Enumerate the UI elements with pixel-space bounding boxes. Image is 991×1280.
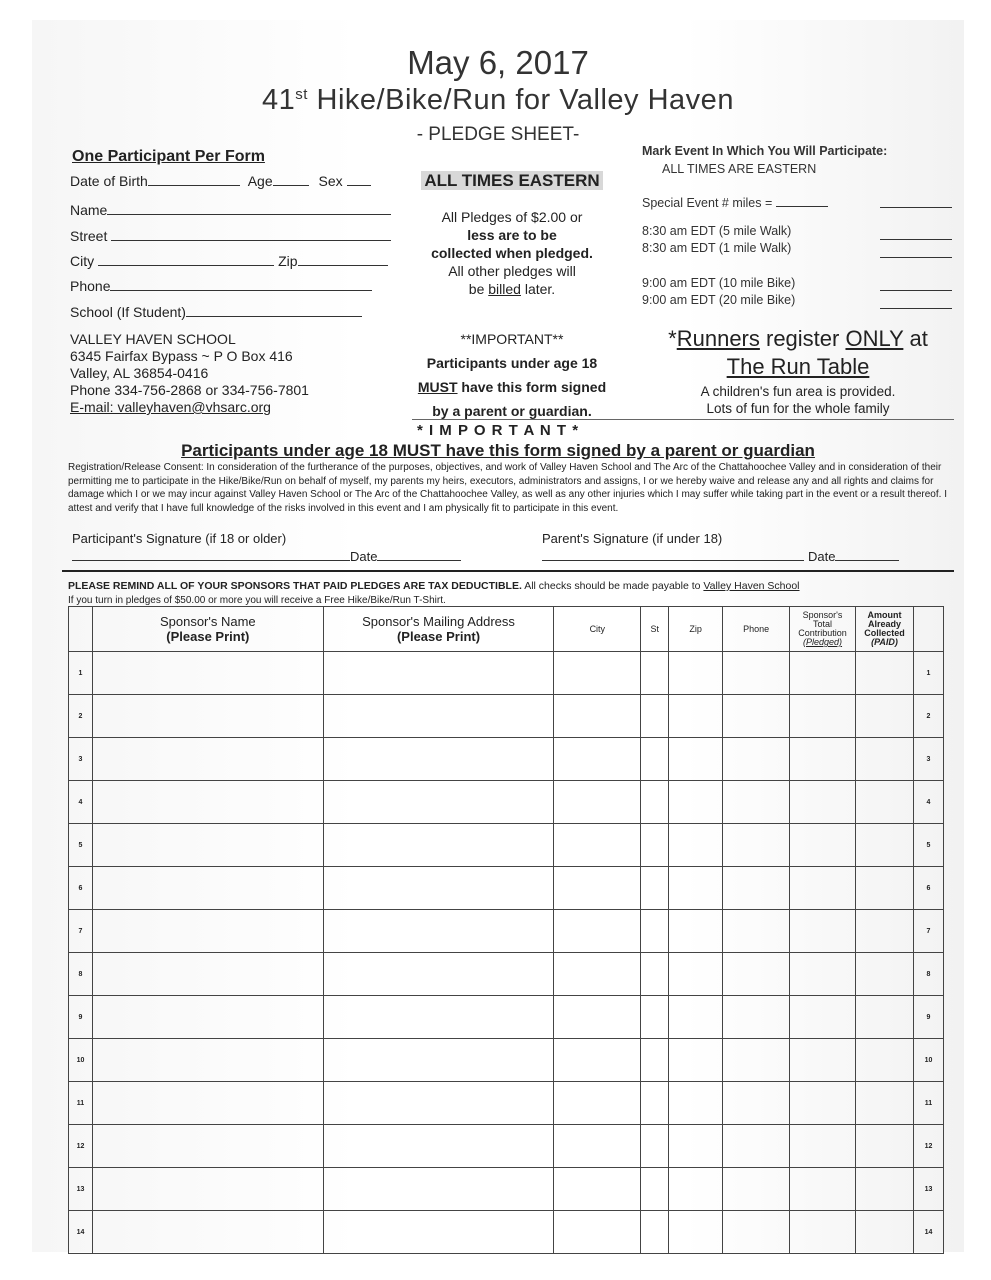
sponsor-entry-cell[interactable] bbox=[723, 738, 790, 781]
sponsor-entry-cell[interactable] bbox=[790, 781, 856, 824]
sponsor-entry-cell[interactable] bbox=[92, 652, 323, 695]
col-phone: Phone bbox=[723, 607, 790, 652]
sponsor-entry-cell[interactable] bbox=[790, 867, 856, 910]
sponsor-entry-cell[interactable] bbox=[92, 953, 323, 996]
sponsor-entry-cell[interactable] bbox=[554, 1168, 641, 1211]
school-field[interactable] bbox=[186, 304, 362, 317]
participant-date: Date bbox=[350, 548, 461, 564]
sponsor-entry-cell[interactable] bbox=[641, 1211, 669, 1254]
row-number-right: 5 bbox=[913, 824, 943, 867]
participant-signature-line[interactable] bbox=[72, 560, 350, 561]
sponsor-entry-cell[interactable] bbox=[669, 652, 723, 695]
sponsor-entry-cell[interactable] bbox=[92, 1125, 323, 1168]
table-row bbox=[69, 1125, 944, 1168]
runners-notice: *Runners register ONLY at bbox=[668, 326, 928, 351]
sponsor-entry-cell[interactable] bbox=[669, 824, 723, 867]
sponsor-entry-cell[interactable] bbox=[856, 1211, 914, 1254]
sponsor-entry-cell[interactable] bbox=[669, 1082, 723, 1125]
sponsor-entry-cell[interactable] bbox=[554, 1039, 641, 1082]
sponsor-entry-cell[interactable] bbox=[641, 824, 669, 867]
sponsor-entry-cell[interactable] bbox=[323, 781, 554, 824]
sponsor-entry-cell[interactable] bbox=[554, 996, 641, 1039]
sponsor-entry-cell[interactable] bbox=[554, 867, 641, 910]
row-number-right: 14 bbox=[913, 1211, 943, 1254]
row-number: 6 bbox=[69, 867, 93, 910]
row-number: 14 bbox=[69, 1211, 93, 1254]
sponsor-entry-cell[interactable] bbox=[723, 781, 790, 824]
event-walk-1-mark[interactable] bbox=[880, 256, 952, 258]
sponsor-entry-cell[interactable] bbox=[669, 1125, 723, 1168]
sponsor-entry-cell[interactable] bbox=[856, 953, 914, 996]
sponsor-entry-cell[interactable] bbox=[790, 1211, 856, 1254]
event-walk-5-mark[interactable] bbox=[880, 238, 952, 240]
row-number-right: 12 bbox=[913, 1125, 943, 1168]
sponsor-entry-cell[interactable] bbox=[790, 953, 856, 996]
zip-label: Zip bbox=[278, 253, 298, 269]
kids-area-note: A children's fun area is provided. bbox=[700, 384, 896, 399]
sponsor-entry-cell[interactable] bbox=[554, 652, 641, 695]
phone-field[interactable] bbox=[110, 278, 372, 291]
row-number-right: 1 bbox=[913, 652, 943, 695]
sponsor-entry-cell[interactable] bbox=[641, 1039, 669, 1082]
sponsor-entry-cell[interactable] bbox=[856, 695, 914, 738]
col-city: City bbox=[554, 607, 641, 652]
tax-deductible-reminder: PLEASE REMIND ALL OF YOUR SPONSORS THAT PAID PLEDGES ARE TAX DEDUCTIBLE. All checks should be made payable to Valley Haven School bbox=[68, 580, 800, 592]
row-number: 4 bbox=[69, 781, 93, 824]
sponsor-entry-cell[interactable] bbox=[92, 1082, 323, 1125]
sponsor-entry-cell[interactable] bbox=[92, 867, 323, 910]
sponsor-entry-cell[interactable] bbox=[92, 996, 323, 1039]
sponsor-entry-cell[interactable] bbox=[790, 1125, 856, 1168]
sponsor-entry-cell[interactable] bbox=[790, 695, 856, 738]
sponsor-entry-cell[interactable] bbox=[723, 1168, 790, 1211]
event-special: Special Event # miles = bbox=[642, 194, 828, 210]
run-table: The Run Table bbox=[726, 354, 870, 379]
event-walk-5: 8:30 am EDT (5 mile Walk) bbox=[642, 224, 792, 238]
zip-field[interactable] bbox=[298, 253, 388, 266]
sponsor-entry-cell[interactable] bbox=[790, 1168, 856, 1211]
table-row bbox=[69, 910, 944, 953]
phone-label: Phone bbox=[70, 278, 111, 294]
sponsor-entry-cell[interactable] bbox=[641, 738, 669, 781]
sponsor-entry-cell[interactable] bbox=[641, 1125, 669, 1168]
events-heading: Mark Event In Which You Will Participate: bbox=[642, 144, 888, 158]
sponsor-entry-cell[interactable] bbox=[554, 824, 641, 867]
sponsor-entry-cell[interactable] bbox=[554, 1082, 641, 1125]
sponsor-entry-cell[interactable] bbox=[723, 652, 790, 695]
sponsor-entry-cell[interactable] bbox=[723, 1082, 790, 1125]
table-row bbox=[69, 996, 944, 1039]
sponsor-entry-cell[interactable] bbox=[92, 910, 323, 953]
sponsor-entry-cell[interactable] bbox=[641, 1082, 669, 1125]
row-number-header-right bbox=[913, 607, 943, 652]
sponsor-entry-cell[interactable] bbox=[641, 867, 669, 910]
table-row bbox=[69, 867, 944, 910]
sponsor-entry-cell[interactable] bbox=[723, 1039, 790, 1082]
school-label: School (If Student) bbox=[70, 304, 186, 320]
event-date: May 6, 2017 bbox=[407, 44, 589, 81]
sponsor-entry-cell[interactable] bbox=[554, 738, 641, 781]
col-paid: Amount Already Collected (PAID) bbox=[856, 607, 914, 652]
sponsor-entry-cell[interactable] bbox=[323, 867, 554, 910]
table-row bbox=[69, 953, 944, 996]
row-number: 7 bbox=[69, 910, 93, 953]
row-number: 3 bbox=[69, 738, 93, 781]
row-number: 11 bbox=[69, 1082, 93, 1125]
table-row bbox=[69, 1039, 944, 1082]
table-row bbox=[69, 652, 944, 695]
row-number-right: 4 bbox=[913, 781, 943, 824]
sponsor-entry-cell[interactable] bbox=[323, 910, 554, 953]
sponsor-entry-cell[interactable] bbox=[723, 1125, 790, 1168]
row-number: 8 bbox=[69, 953, 93, 996]
row-number-right: 10 bbox=[913, 1039, 943, 1082]
sponsor-entry-cell[interactable] bbox=[723, 996, 790, 1039]
sponsor-entry-cell[interactable] bbox=[554, 1125, 641, 1168]
row-number-header bbox=[69, 607, 93, 652]
row-number: 9 bbox=[69, 996, 93, 1039]
sponsor-entry-cell[interactable] bbox=[669, 781, 723, 824]
sponsor-entry-cell[interactable] bbox=[790, 652, 856, 695]
sponsor-entry-cell[interactable] bbox=[92, 1039, 323, 1082]
row-number: 2 bbox=[69, 695, 93, 738]
events-subheading: ALL TIMES ARE EASTERN bbox=[662, 162, 817, 176]
sponsor-entry-cell[interactable] bbox=[323, 695, 554, 738]
sponsor-entry-cell[interactable] bbox=[723, 910, 790, 953]
school-address: VALLEY HAVEN SCHOOL 6345 Fairfax Bypass ~ P O Box 416 Valley, AL 36854-0416 Phone 334-756-2868 or 334-756-7801 E-mail: valleyhaven@vhsarc.org bbox=[70, 331, 309, 415]
sponsor-entry-cell[interactable] bbox=[323, 1082, 554, 1125]
sponsor-entry-cell[interactable] bbox=[669, 867, 723, 910]
sponsor-entry-cell[interactable] bbox=[323, 652, 554, 695]
sponsor-entry-cell[interactable] bbox=[856, 1125, 914, 1168]
sponsor-entry-cell[interactable] bbox=[323, 996, 554, 1039]
release-consent-text: Registration/Release Consent: In consideration of the furtherance of the purposes, objectives, and work of Valley Haven School and The Arc of the Chattahoochee Valley and in consideration of their permitting me to participate in the Hike/Bike/Run on behalf of myself, my parents my heirs, executors, administrators and assigns, I or we hereby waive and release any and all rights and claims for damage which I or we may incur against Valley Haven School or The Arc of the Chattahoochee Valley, as well as any other injuries which I may suffer while taking part in the event or a result thereof. I attest and verify that I have full knowledge of the risks involved in this event and I am physically fit to participate in this event. bbox=[68, 462, 947, 515]
sponsor-entry-cell[interactable] bbox=[856, 1168, 914, 1211]
table-row bbox=[69, 781, 944, 824]
participant-signature-label: Participant's Signature (if 18 or older) bbox=[72, 531, 287, 546]
col-sponsor-name: Sponsor's Name (Please Print) bbox=[92, 607, 323, 652]
sponsor-entry-cell[interactable] bbox=[790, 824, 856, 867]
sponsor-entry-cell[interactable] bbox=[723, 695, 790, 738]
sponsor-entry-cell[interactable] bbox=[856, 824, 914, 867]
name-field[interactable] bbox=[107, 202, 391, 215]
sponsor-table-header bbox=[69, 607, 944, 652]
row-number: 1 bbox=[69, 652, 93, 695]
sponsor-entry-cell[interactable] bbox=[92, 738, 323, 781]
table-row bbox=[69, 1168, 944, 1211]
dob-field[interactable] bbox=[148, 173, 240, 186]
sponsor-entry-cell[interactable] bbox=[554, 781, 641, 824]
sponsor-entry-cell[interactable] bbox=[723, 824, 790, 867]
sponsor-entry-cell[interactable] bbox=[92, 824, 323, 867]
city-label: City bbox=[70, 253, 95, 269]
row-number-right: 8 bbox=[913, 953, 943, 996]
sponsor-entry-cell[interactable] bbox=[92, 1168, 323, 1211]
sponsor-entry-cell[interactable] bbox=[92, 695, 323, 738]
row-number-right: 7 bbox=[913, 910, 943, 953]
sponsor-entry-cell[interactable] bbox=[669, 910, 723, 953]
sponsor-entry-cell[interactable] bbox=[669, 996, 723, 1039]
sponsor-entry-cell[interactable] bbox=[723, 867, 790, 910]
pledge-collection-note: All Pledges of $2.00 or less are to be collected when pledged. All other pledges will be billed later. bbox=[431, 209, 593, 297]
parent-signature-banner: Participants under age 18 MUST have this form signed by a parent or guardian bbox=[181, 441, 815, 460]
sponsor-entry-cell[interactable] bbox=[323, 1039, 554, 1082]
parent-signature-line[interactable] bbox=[542, 560, 804, 561]
sponsor-entry-cell[interactable] bbox=[790, 1082, 856, 1125]
sponsor-entry-cell[interactable] bbox=[669, 953, 723, 996]
pledge-sheet-subtitle: - PLEDGE SHEET- bbox=[416, 124, 580, 145]
sponsor-entry-cell[interactable] bbox=[323, 1168, 554, 1211]
tshirt-note: If you turn in pledges of $50.00 or more you will receive a Free Hike/Bike/Run T-Shirt. bbox=[68, 595, 446, 606]
row-number: 13 bbox=[69, 1168, 93, 1211]
event-special-mark[interactable] bbox=[880, 206, 952, 208]
sponsor-entry-cell[interactable] bbox=[790, 996, 856, 1039]
col-mailing-address: Sponsor's Mailing Address (Please Print) bbox=[323, 607, 554, 652]
table-row bbox=[69, 738, 944, 781]
sponsor-entry-cell[interactable] bbox=[641, 953, 669, 996]
name-label: Name bbox=[70, 202, 108, 218]
important-banner: * I M P O R T A N T * bbox=[416, 422, 580, 439]
sponsor-entry-cell[interactable] bbox=[856, 781, 914, 824]
sponsor-entry-cell[interactable] bbox=[856, 996, 914, 1039]
family-fun-note: Lots of fun for the whole family bbox=[706, 401, 890, 416]
city-field[interactable] bbox=[98, 253, 274, 266]
col-state: St bbox=[641, 607, 669, 652]
sponsor-entry-cell[interactable] bbox=[856, 738, 914, 781]
table-row bbox=[69, 1211, 944, 1254]
sponsor-entry-cell[interactable] bbox=[92, 1211, 323, 1254]
row-number: 5 bbox=[69, 824, 93, 867]
parent-signature-label: Parent's Signature (if under 18) bbox=[542, 531, 723, 546]
sponsor-table bbox=[68, 606, 944, 1254]
sponsor-entry-cell[interactable] bbox=[554, 695, 641, 738]
dob-age-sex-row: Date of Birth Age Sex bbox=[70, 173, 371, 189]
parent-date: Date bbox=[808, 548, 899, 564]
event-bike-20-mark[interactable] bbox=[880, 307, 952, 309]
divider bbox=[412, 419, 954, 420]
sponsor-entry-cell[interactable] bbox=[641, 695, 669, 738]
age-field[interactable] bbox=[273, 173, 309, 186]
sponsor-entry-cell[interactable] bbox=[641, 781, 669, 824]
sponsor-entry-cell[interactable] bbox=[669, 738, 723, 781]
row-number-right: 2 bbox=[913, 695, 943, 738]
sponsor-entry-cell[interactable] bbox=[856, 1082, 914, 1125]
table-row bbox=[69, 695, 944, 738]
street-field[interactable] bbox=[111, 228, 391, 241]
sponsor-entry-cell[interactable] bbox=[790, 910, 856, 953]
sponsor-entry-cell[interactable] bbox=[856, 910, 914, 953]
col-zip: Zip bbox=[669, 607, 723, 652]
street-label: Street bbox=[70, 228, 108, 244]
sponsor-entry-cell[interactable] bbox=[641, 910, 669, 953]
sponsor-entry-cell[interactable] bbox=[323, 824, 554, 867]
row-number-right: 13 bbox=[913, 1168, 943, 1211]
sponsor-entry-cell[interactable] bbox=[554, 910, 641, 953]
sponsor-entry-cell[interactable] bbox=[856, 1039, 914, 1082]
sponsor-entry-cell[interactable] bbox=[723, 1211, 790, 1254]
row-number-right: 11 bbox=[913, 1082, 943, 1125]
row-number-right: 6 bbox=[913, 867, 943, 910]
sponsor-entry-cell[interactable] bbox=[669, 1039, 723, 1082]
sponsor-entry-cell[interactable] bbox=[641, 1168, 669, 1211]
sponsor-entry-cell[interactable] bbox=[323, 953, 554, 996]
row-number: 10 bbox=[69, 1039, 93, 1082]
sponsor-entry-cell[interactable] bbox=[669, 695, 723, 738]
sponsor-entry-cell[interactable] bbox=[669, 1168, 723, 1211]
pledge-sheet-page bbox=[32, 20, 964, 1252]
sponsor-entry-cell[interactable] bbox=[641, 996, 669, 1039]
sponsor-entry-cell[interactable] bbox=[790, 1039, 856, 1082]
sex-field[interactable] bbox=[347, 173, 371, 186]
row-number: 12 bbox=[69, 1125, 93, 1168]
participant-heading: One Participant Per Form bbox=[72, 148, 265, 165]
event-bike-10-mark[interactable] bbox=[880, 289, 952, 291]
sponsor-entry-cell[interactable] bbox=[554, 1211, 641, 1254]
sponsor-entry-cell[interactable] bbox=[641, 652, 669, 695]
sponsor-entry-cell[interactable] bbox=[856, 867, 914, 910]
sponsor-entry-cell[interactable] bbox=[323, 1125, 554, 1168]
all-times-eastern-badge: ALL TIMES EASTERN bbox=[402, 171, 622, 191]
sponsor-entry-cell[interactable] bbox=[323, 738, 554, 781]
sponsor-entry-cell[interactable] bbox=[669, 1211, 723, 1254]
sponsor-entry-cell[interactable] bbox=[323, 1211, 554, 1254]
sponsor-entry-cell[interactable] bbox=[554, 953, 641, 996]
sponsor-entry-cell[interactable] bbox=[790, 738, 856, 781]
important-note: **IMPORTANT** Participants under age 18 MUST have this form signed by a parent or guardian. bbox=[417, 331, 607, 419]
event-bike-20: 9:00 am EDT (20 mile Bike) bbox=[642, 293, 796, 307]
table-row bbox=[69, 1082, 944, 1125]
event-walk-1: 8:30 am EDT (1 mile Walk) bbox=[642, 241, 792, 255]
page-title: 41st Hike/Bike/Run for Valley Haven bbox=[262, 84, 734, 116]
row-number-right: 9 bbox=[913, 996, 943, 1039]
sponsor-entry-cell[interactable] bbox=[723, 953, 790, 996]
sponsor-entry-cell[interactable] bbox=[856, 652, 914, 695]
event-bike-10: 9:00 am EDT (10 mile Bike) bbox=[642, 276, 796, 290]
school-email: E-mail: valleyhaven@vhsarc.org bbox=[70, 399, 271, 415]
col-pledged: Sponsor's Total Contribution (Pledged) bbox=[790, 607, 856, 652]
table-row bbox=[69, 824, 944, 867]
row-number-right: 3 bbox=[913, 738, 943, 781]
section-divider bbox=[62, 570, 954, 572]
sponsor-entry-cell[interactable] bbox=[92, 781, 323, 824]
